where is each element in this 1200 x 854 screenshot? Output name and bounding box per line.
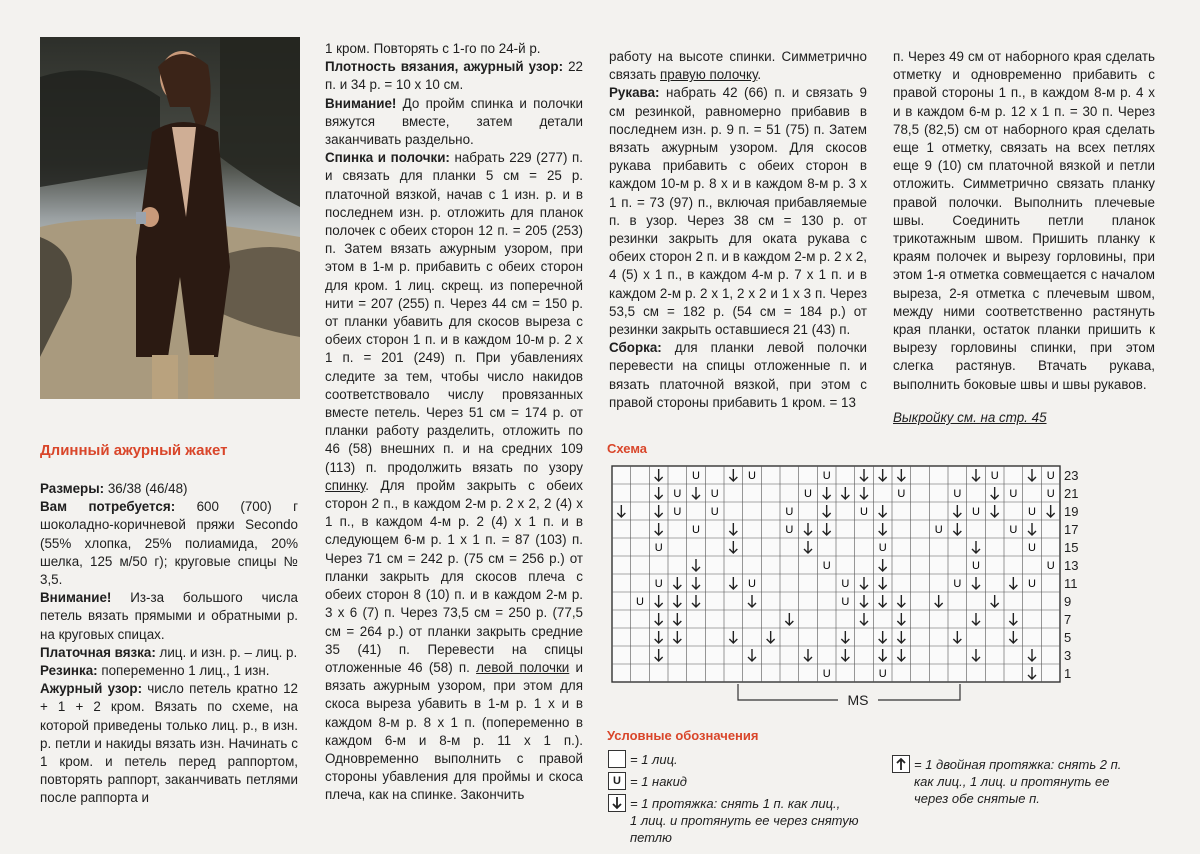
legend-skp-symbol [608,794,626,812]
yarnover-cell: U [934,524,943,536]
back-fronts-paragraph: Спинка и полочки: набрать 229 (277) п. и связать для планки 5 см = 25 р. платочной вязкой, начав с 1 изн. р. и в последнем изн. р. отложить для планок полочек с обеих сторон 12 п. = 205 (253) п. Затем вязать ажурным узором, при этом в 1-м р. прибавить с обеих сторон для кром. 1 лиц. скрещ. из поперечной нити = 207 (255) п. Через 44 см = 150 р. от планки убавить для скосов выреза с обеих сторон 1 п. и в каждом 10-м р. 2 х 1 п. = 201 (249) п. При убавлениях следите за тем, чтобы число накидов соответствовало числу провязанных вместе петель. Через 51 см = 174 р. от планки работу разделить, отложить по 46 (58) внешних п. и на средних 109 (113) п. продолжить вязать по узору спинку. Для пройм закрыть с обеих сторон 2 п., в каждом 2-м р. 2 х 2, 2 (4) х 1 п., в каждом 4-м р. 2 (4) х 1 п. и в следующем 6-м р. 1 х 1 п. = 87 (103) п. Через 71 см = 242 р. (75 см = 256 р.) от планки закрыть для скосов плеча с обеих сторон 8 (10) п. и в каждом 2-м р. 3 х 6 (7) п. Через 73,5 см = 250 р. (77,5 см = 264 р.) от планки закрыть средние 35 (41) п. Перевести на спицы отложенные 46 (58) п. левой полочки и вязать ажурным узором, при этом для скоса выреза убавить в 1-м р. 1 х и в каждом 8-м р. 8 х 1 п. (попеременно в каждом 6-м и 8-м р. 11 х 1 п.). Одновременно выполнить с правой стороны убавления для проймы и скоса плеча, как на спинке. Закончить [325,150,583,803]
row-number: 15 [1064,540,1079,555]
row-number: 3 [1064,648,1072,663]
gauge-paragraph: Плотность вязания, ажурный узор: 22 п. и 34 р. = 10 х 10 см. [325,59,583,93]
yarnover-cell: U [841,578,850,590]
yarnover-cell: U [1046,488,1055,500]
skp-arrow-icon [609,795,625,811]
assembly-paragraph: Сборка: для планки левой полочки перевести на спицы отложенные п. и вязать платочной вязкой, при этом с правой стороны прибавить 1 кром. = 13 [609,340,867,410]
yarnover-cell: U [897,488,906,500]
yarnover-cell: U [804,488,812,500]
yarnover-cell: U [748,470,756,482]
sleeves-paragraph: Рукава: набрать 42 (66) п. и связать 9 см резинкой, равномерно прибавив в последнем изн. р. 9 п. = 51 (75) п. Затем вязать ажурным узором. Для скосов рукава прибавить с обеих сторон в каждом 10-м р. 8 х и в каждом 8-м р. 3 х 1 п. = 73 (97) п., включая прибавляемые п. в узор. Через 38 см = 130 р. от резинки закрыть для оката рукава с обеих сторон 2 п. и в каждом 2-м р. 2 х 2, 4 (5) х 1 п., в каждом 4-м р. 7 х 1 п. и в каждом 2-м р. 2 х 1, 2 х 2 и 1 х 3 п. Через 53,5 см = 182 р. (54 см = 184 р.) от резинки закрыть оставшиеся 21 (43) п. [609,85,867,338]
pattern-reference[interactable]: Выкройку см. на стр. 45 [893,410,1047,425]
row-number: 17 [1064,522,1079,537]
legend-skp-text-3: петлю [630,830,672,845]
left-front-link[interactable]: левой полочки [476,659,570,675]
yarnover-cell: U [654,542,663,554]
legend-skp-text-2: 1 лиц. и протянуть ее через снятую [630,813,859,828]
garter-paragraph: Платочная вязка: лиц. и изн. р. – лиц. р. [40,644,298,660]
legend-double-dec-symbol [892,755,910,773]
yarnover-cell: U [710,506,719,518]
yarnover-cell: U [785,506,794,518]
yarnover-cell: U [972,506,980,518]
row-number: 19 [1064,504,1079,519]
column-2 [325,40,583,805]
row-number: 7 [1064,612,1072,627]
yarnover-cell: U [1009,488,1018,500]
yarnover-cell: U [972,560,980,572]
yarnover-cell: U [710,488,719,500]
yarnover-cell: U [673,488,682,500]
legend-title: Условные обозначения [607,728,759,743]
row-number: 5 [1064,630,1072,645]
row-number: 11 [1064,576,1078,591]
sizes-paragraph: Размеры: 36/38 (46/48) [40,481,188,496]
yarnover-cell: U [841,596,850,608]
yarnover-cell: U [692,470,700,482]
yarnover-cell: U [1028,578,1036,590]
right-front-link[interactable]: правую полочку [660,67,758,83]
row-number: 1 [1064,666,1072,681]
article-title: Длинный ажурный жакет [40,442,228,459]
lace-paragraph: Ажурный узор: число петель кратно 12 + 1 + 2 кром. Вязать по схеме, на которой приведены только лиц. р., в изн. р. петли и накиды вязать изн. Начинать с 1 кром. и петель перед раппортом, повторять раппорт, заканчивать петлями после раппорта и [40,681,298,806]
row-number: 21 [1064,486,1079,501]
attention2-paragraph: Внимание! До пройм спинка и полочки вяжутся вместе, затем детали заканчивать раздельно. [325,95,583,148]
attention-paragraph: Внимание! Из-за большого числа петель вязать прямыми и обратными р. на круговых спицах. [40,590,298,642]
double-decrease-arrow-icon [893,756,909,772]
legend-double-dec-text-1: = 1 двойная протяжка: снять 2 п. [914,757,1122,772]
yarnover-cell: U [673,506,682,518]
yarnover-cell: U [692,524,700,536]
yarnover-cell: U [654,578,663,590]
legend-knit-text: = 1 лиц. [630,752,678,767]
legend-yarnover-text: = 1 накид [630,774,687,789]
right-front-paragraph: работу на высоте спинки. Симметрично связать правую полочку. [609,49,867,83]
yarnover-cell: U [1028,506,1036,518]
legend-yarnover-symbol: U [608,772,626,790]
photo-illustration [40,37,300,399]
yarnover-cell: U [822,668,831,680]
ms-label: MS [847,692,869,708]
yarnover-cell: U [1009,524,1018,536]
yarnover-cell: U [822,470,831,482]
column-1 [40,480,298,808]
yarnover-cell: U [953,488,962,500]
knitting-chart [608,462,1088,712]
row-number: 23 [1064,468,1079,483]
yarnover-cell: U [860,506,868,518]
yarnover-cell: U [990,470,999,482]
yarnover-cell: U [822,560,831,572]
yarnover-cell: U [785,524,794,536]
yarnover-cell: U [748,578,756,590]
column-4 [893,48,1155,394]
yarnover-cell: U [1046,470,1055,482]
yarnover-cell: U [636,596,644,608]
yarnover-cell: U [1046,560,1055,572]
legend-double-dec-text-2: как лиц., 1 лиц. и протянуть ее [914,774,1110,789]
repeat-paragraph: 1 кром. Повторять с 1-го по 24-й р. [325,41,541,56]
yarnover-cell: U [1028,542,1036,554]
row-number: 13 [1064,558,1079,573]
rib-paragraph: Резинка: попеременно 1 лиц., 1 изн. [40,663,270,679]
model-photo [40,37,300,399]
legend-double-dec-text-3: через обе снятые п. [914,791,1040,806]
scheme-title: Схема [607,441,648,456]
back-link[interactable]: спинку [325,477,366,493]
yarnover-cell: U [878,542,887,554]
materials-paragraph: Вам потребуется: 600 (700) г шоколадно-коричневой пряжи Secondo (55% хлопка, 25% полиамида, 20% шелка, 125 м/50 г); круговые спицы № 3,5. [40,499,298,588]
yarnover-cell: U [953,578,962,590]
column-3 [609,48,867,412]
yarnover-cell: U [878,668,887,680]
legend-knit-symbol [608,750,626,768]
assembly-cont-paragraph: п. Через 49 см от наборного края сделать отметку и одновременно прибавить с правой стороны 1 п., в каждом 8-м р. 4 х и в каждом 6-м р. 12 х 1 п. = 30 п. Через 78,5 (82,5) см от наборного края сделать еще 1 отметку, связать на всех петлях еще 9 (10) см платочной вязкой и петли отложить. Симметрично связать планку правой полочки. Выполнить плечевые швы. Соединить петли планок трикотажным швом. Пришить планку к краям полочек и вырезу горловины, при этом 1-я отметка совмещается с началом выреза, 2-я отметка с плечевым швом, между ними соответственно растянуть края планки, остаток планки пришить к вырезу горловины спинки, при этом слегка растянув. Втачать рукава, выполнить боковые швы и швы рукавов. [893,49,1155,392]
legend-skp-text-1: = 1 протяжка: снять 1 п. как лиц., [630,796,841,811]
row-number: 9 [1064,594,1072,609]
